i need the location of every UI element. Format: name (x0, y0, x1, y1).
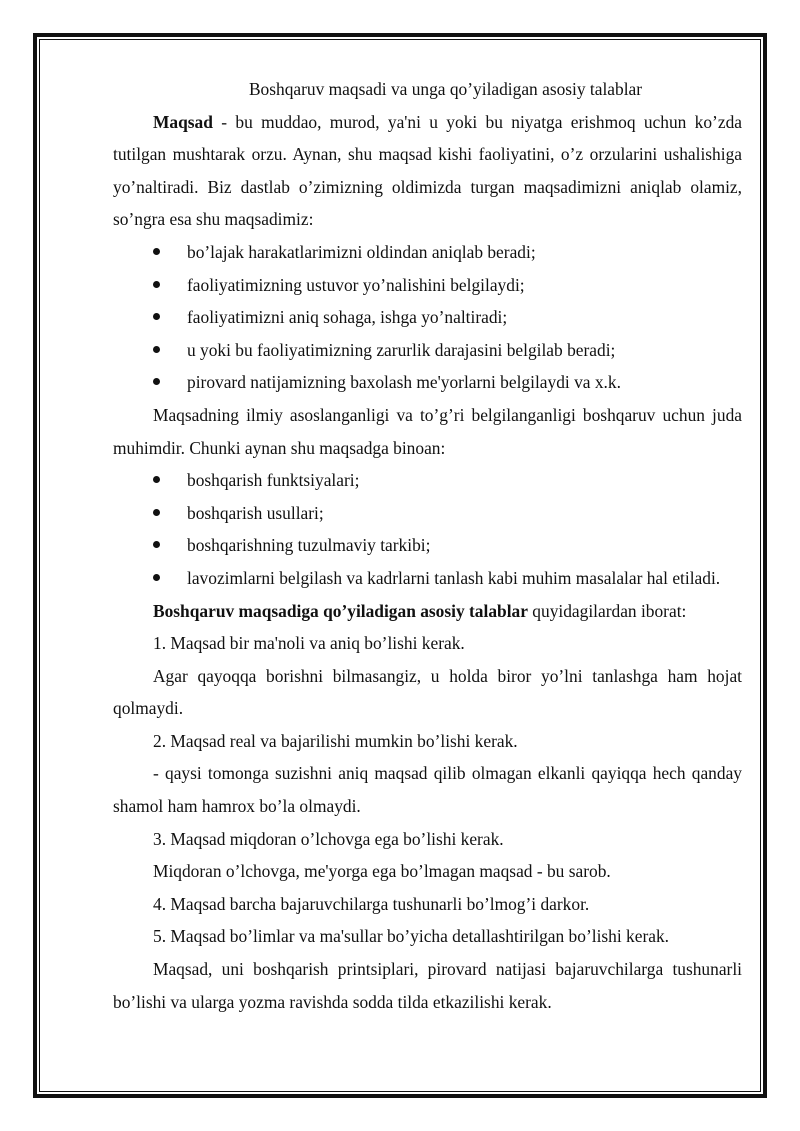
list-item: bo’lajak harakatlarimizni oldindan aniqlab beradi; (113, 236, 742, 269)
list-item: boshqarish usullari; (113, 497, 742, 530)
list-item: boshqarishning tuzulmaviy tarkibi; (113, 529, 742, 562)
bullet-icon (153, 476, 160, 483)
goal-functions-list (113, 236, 742, 399)
requirements-term: Boshqaruv maqsadiga qo’yiladigan asosiy talablar (153, 600, 528, 621)
bullet-icon (153, 509, 160, 516)
bullet-icon (153, 378, 160, 385)
document-title: Boshqaruv maqsadi va unga qo’yiladigan asosiy talablar (248, 79, 643, 99)
paragraph-importance: Maqsadning ilmiy asoslanganligi va to’g’ri belgilanganligi boshqaruv uchun juda muhimdir. Chunki aynan shu maqsadga binoan: (113, 404, 742, 458)
list-item: faoliyatimizning ustuvor yo’nalishini belgilaydi; (113, 269, 742, 302)
requirement-item: 3. Maqsad miqdoran o’lchovga ega bo’lishi kerak. (153, 828, 504, 849)
requirement-note: - qaysi tomonga suzishni aniq maqsad qilib olmagan elkanli qayiqqa hech qanday shamol ham hamrox bo’la olmaydi. (113, 763, 742, 817)
bullet-icon (153, 541, 160, 548)
document-body (113, 73, 742, 1018)
requirement-note: Miqdoran o’lchovga, me'yorga ega bo’lmagan maqsad - bu sarob. (153, 861, 611, 882)
requirement-item: 4. Maqsad barcha bajaruvchilarga tushunarli bo’lmog’i darkor. (153, 893, 590, 914)
requirement-item: 2. Maqsad real va bajarilishi mumkin bo’lishi kerak. (153, 730, 518, 751)
list-item: u yoki bu faoliyatimizning zarurlik darajasini belgilab beradi; (113, 334, 742, 367)
requirements-text: quyidagilardan iborat: (527, 600, 687, 621)
list-item: faoliyatimizni aniq sohaga, ishga yo’naltiradi; (113, 301, 742, 334)
intro-text: - bu muddao, murod, ya'ni u yoki bu niyatga erishmoq uchun ko’zda tutilgan mushtarak orzu. Aynan, shu maqsad kishi faoliyatini, o’z orzularini ushalishiga yo’naltiradi. Biz dastlab o’zimizning oldimizda turgan maqsadimizni aniqlab olamiz, so’ngra esa shu maqsadimiz: (113, 111, 742, 230)
bullet-icon (153, 313, 160, 320)
intro-term: Maqsad (153, 111, 213, 132)
closing-paragraph: Maqsad, uni boshqarish printsiplari, pirovard natijasi bajaruvchilarga tushunarli bo’lishi va ularga yozma ravishda sodda tilda etkazilishi kerak. (113, 959, 742, 1012)
requirement-item: 1. Maqsad bir ma'noli va aniq bo’lishi kerak. (153, 633, 465, 654)
bullet-icon (153, 346, 160, 353)
bullet-icon (153, 248, 160, 255)
bullet-icon (153, 281, 160, 288)
intro-paragraph (113, 106, 742, 236)
list-item: lavozimlarni belgilash va kadrlarni tanlash kabi muhim masalalar hal etiladi. (113, 562, 742, 595)
bullet-icon (153, 574, 160, 581)
requirement-note: Agar qayoqqa borishni bilmasangiz, u holda biror yo’lni tanlashga ham hojat qolmaydi. (113, 665, 742, 719)
management-aspects-list (113, 464, 742, 594)
requirement-item: 5. Maqsad bo’limlar va ma'sullar bo’yicha detallashtirilgan bo’lishi kerak. (153, 926, 670, 947)
requirements-heading (113, 595, 742, 628)
list-item: pirovard natijamizning baxolash me'yorlarni belgilaydi va x.k. (113, 366, 742, 399)
list-item: boshqarish funktsiyalari; (113, 464, 742, 497)
